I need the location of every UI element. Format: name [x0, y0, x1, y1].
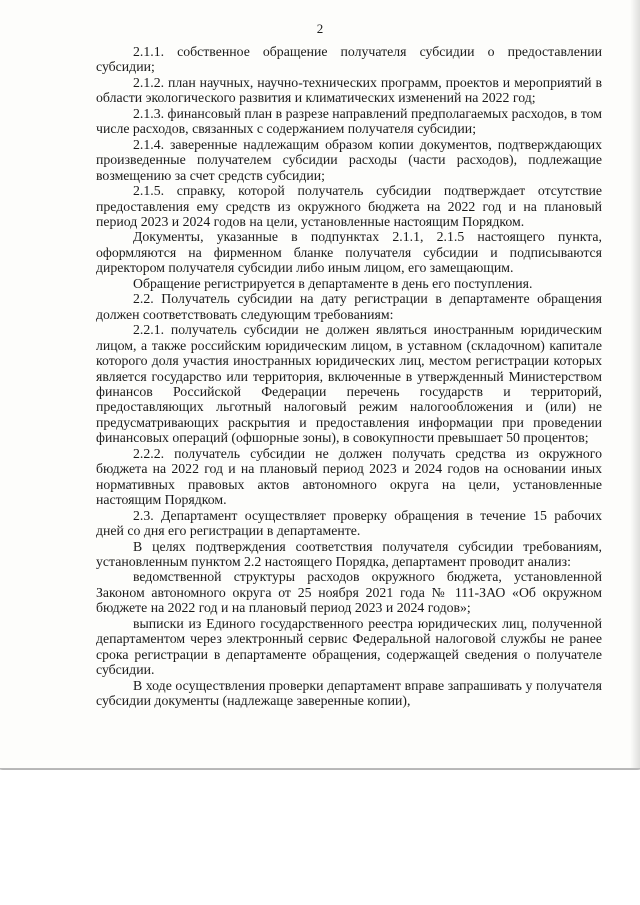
- paragraph-2-2-2: 2.2.2. получатель субсидии не должен получать средства из окружного бюджета на 2022 год и на плановый период 2023 и 2024 годов на основании иных нормативных правовых актов автономного округа на цели, установленные настоящим Порядком.: [96, 445, 602, 508]
- paragraph-egrul-extract: выписки из Единого государственного реестра юридических лиц, полученной департаментом через электронный сервис Федеральной налоговой службы не ранее срока регистрации в департаменте обращения, содержащей сведения о получателе субсидии.: [96, 615, 602, 678]
- paragraph-2-1-5: 2.1.5. справку, которой получатель субсидии подтверждает отсутствие предоставления ему средств из окружного бюджета на 2022 год и на плановый период 2023 и 2024 годов на цели, установленные настоящим Порядком.: [96, 183, 602, 229]
- paragraph-2-1-4: 2.1.4. заверенные надлежащим образом копии документов, подтверждающих произведенные получателем субсидии расходы (части расходов), подлежащие возмещению за счет средств субсидии;: [96, 136, 602, 183]
- blank-area: [0, 770, 640, 905]
- paragraph-2-2: 2.2. Получатель субсидии на дату регистрации в департаменте обращения должен соответствовать следующим требованиям:: [96, 291, 602, 322]
- document-body: [96, 44, 602, 708]
- paragraph-2-3: 2.3. Департамент осуществляет проверку обращения в течение 15 рабочих дней со дня его регистрации в департаменте.: [96, 507, 602, 539]
- paragraph-analysis-intro: В целях подтверждения соответствия получателя субсидии требованиям, установленным пунктом 2.2 настоящего Порядка, департамент проводит анализ:: [96, 538, 602, 569]
- paragraph-documents-note: Документы, указанные в подпунктах 2.1.1, 2.1.5 настоящего пункта, оформляются на фирменном бланке получателя субсидии и подписываются директором получателя субсидии либо иным лицом, его замещающим.: [96, 229, 602, 276]
- page-edge-shadow: [630, 0, 640, 768]
- paragraph-registration: Обращение регистрируется в департаменте в день его поступления.: [133, 275, 533, 291]
- page-number: 2: [316, 21, 324, 36]
- paragraph-2-2-1: 2.2.1. получатель субсидии не должен являться иностранным юридическим лицом, а также российским юридическим лицом, в уставном (складочном) капитале которого доля участия иностранных юридических лиц, местом регистрации которых является государство или территория, включенные в утвержденный Министерством финансов Российской Федерации перечень государств и территорий, предоставляющих льготный налоговый режим налогообложения и (или) не предусматривающих раскрытия и предоставления информации при проведении финансовых операций (офшорные зоны), в совокупности превышает 50 процентов;: [96, 322, 602, 446]
- paragraph-2-1-3: 2.1.3. финансовый план в разрезе направлений предполагаемых расходов, в том числе расходов, связанных с содержанием получателя субсидии;: [96, 105, 602, 137]
- paragraph-2-1-2: 2.1.2. план научных, научно-технических программ, проектов и мероприятий в области экологического развития и климатических изменений на 2022 год;: [96, 74, 602, 106]
- paragraph-2-1-1: 2.1.1. собственное обращение получателя субсидии о предоставлении субсидии;: [96, 44, 602, 75]
- paragraph-request-documents: В ходе осуществления проверки департамент вправе запрашивать у получателя субсидии документы (надлежаще заверенные копии),: [96, 677, 602, 709]
- paragraph-budget-structure: ведомственной структуры расходов окружного бюджета, установленной Законом автономного округа от 25 ноября 2021 года № 111-ЗАО «Об окружном бюджете на 2022 год и на плановый период 2023 и 2024 годов»;: [96, 569, 602, 616]
